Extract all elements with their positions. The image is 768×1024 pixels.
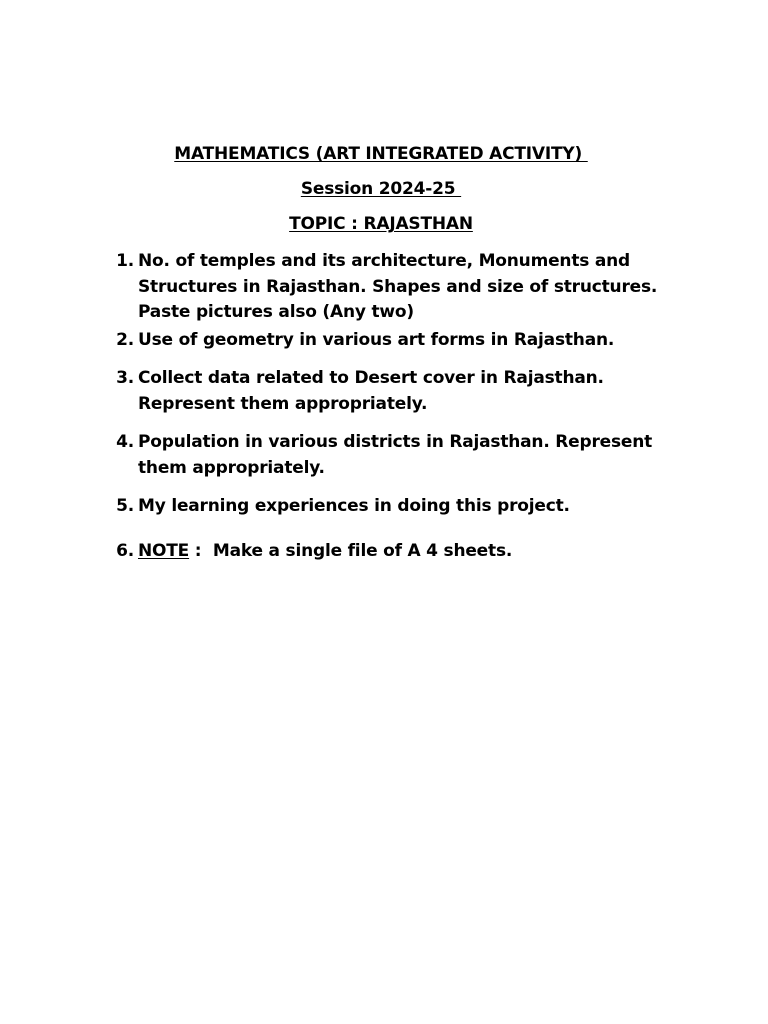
list-item [112, 366, 672, 417]
list-item-number: 4. [116, 432, 134, 452]
list-item-number: 3. [116, 368, 134, 388]
session-heading: Session 2024-25 [300, 179, 462, 199]
note-text [138, 539, 672, 565]
list-item-number: 1. [116, 251, 134, 271]
note-label: NOTE [138, 541, 190, 561]
list-item [112, 430, 672, 481]
note-item [112, 539, 672, 565]
list-item [112, 249, 672, 326]
list-item-text: Population in various districts in Rajasthan. Represent them appropriately. [138, 432, 653, 478]
list-item-number: 6. [116, 541, 134, 561]
list-item [112, 494, 672, 520]
note-content: : Make a single file of A 4 sheets. [189, 541, 513, 561]
list-item-number: 2. [116, 330, 134, 350]
list-item-number: 5. [116, 496, 134, 516]
list-item-text: No. of temples and its architecture, Monuments and Structures in Rajasthan. Shapes and size of structures. Paste pictures also (Any two) [138, 251, 658, 322]
list-item-text: My learning experiences in doing this project. [138, 496, 570, 516]
list-item-text: Collect data related to Desert cover in Rajasthan. Represent them appropriately. [138, 368, 604, 414]
document-title: MATHEMATICS (ART INTEGRATED ACTIVITY) [174, 144, 588, 164]
topic-heading: TOPIC : RAJASTHAN [289, 214, 473, 234]
list-item-text: Use of geometry in various art forms in Rajasthan. [138, 330, 615, 350]
list-item [112, 328, 672, 354]
